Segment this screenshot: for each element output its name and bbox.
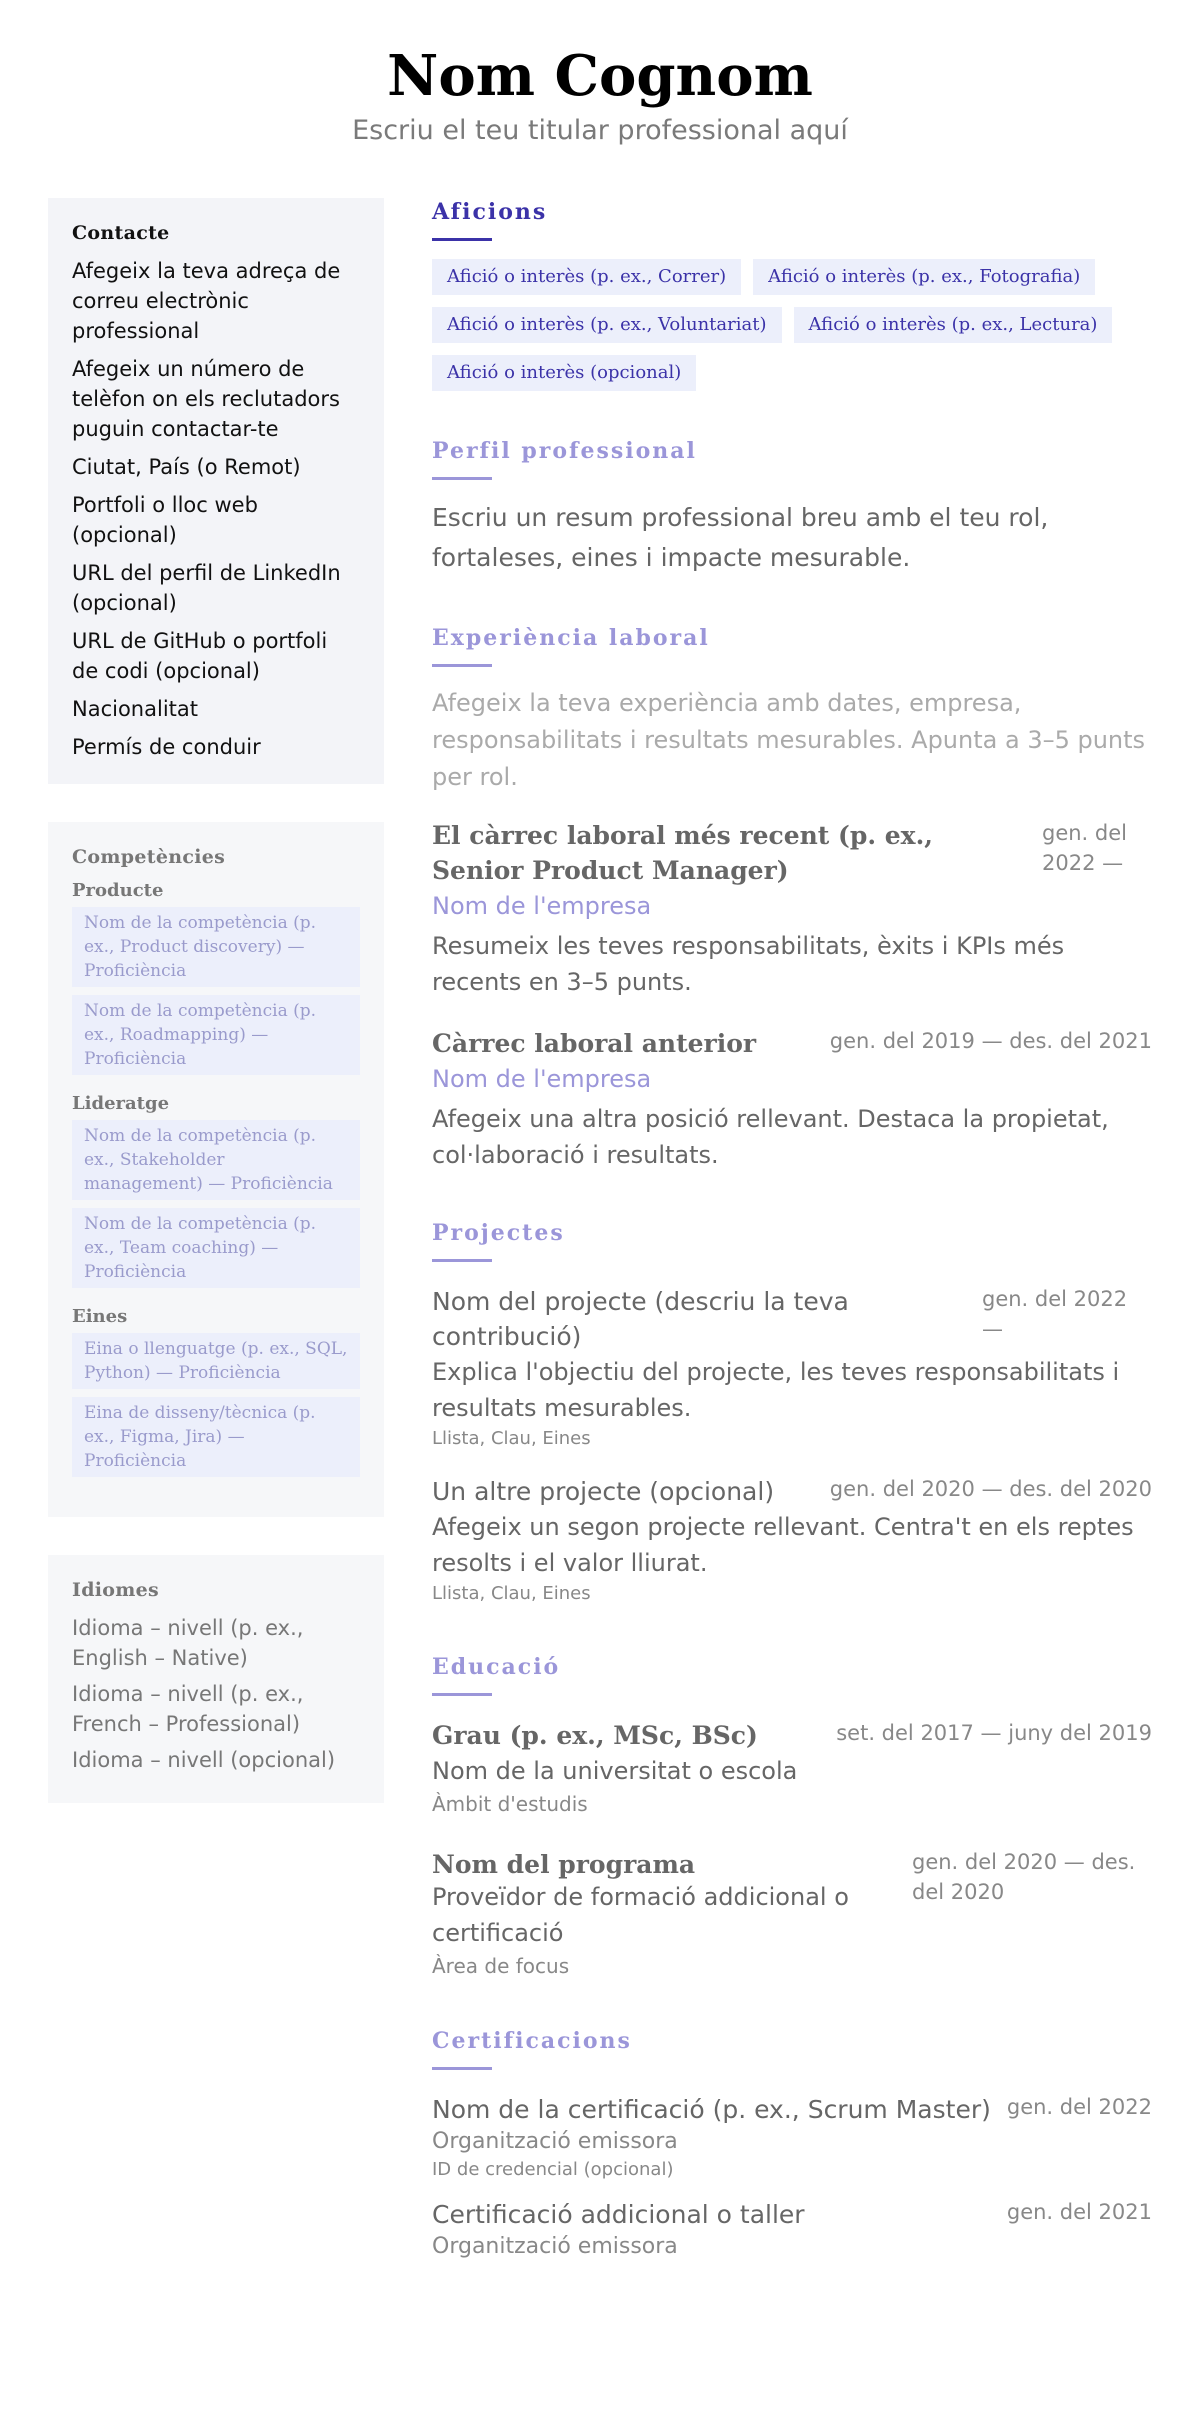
language-item: Idioma – nivell (opcional) [72, 1748, 336, 1772]
project-date: gen. del 2022 — [982, 1287, 1128, 1341]
certification-name: Certificació addicional o taller [432, 2200, 805, 2229]
education-title: Educació [432, 1654, 561, 1680]
experience-entry [432, 818, 1152, 1000]
skill-chip: Nom de la competència (p. ex., Team coaching) — Proficiència [72, 1208, 360, 1288]
skill-chip: Eina o llenguatge (p. ex., SQL, Python) — Proficiència [72, 1333, 360, 1389]
resume-header [0, 40, 1200, 150]
project-name: Nom del projecte (descriu la teva contribució) [432, 1287, 849, 1351]
section-divider [432, 1259, 492, 1262]
hobby-chip: Afició o interès (p. ex., Correr) [432, 259, 741, 295]
skill-group-title: Eines [72, 1306, 128, 1327]
section-divider [432, 2067, 492, 2070]
certification-date: gen. del 2021 [1006, 2200, 1152, 2224]
section-divider [432, 477, 492, 480]
project-entry [432, 1284, 1152, 1452]
projects-title: Projectes [432, 1220, 565, 1246]
education-date: set. del 2017 — juny del 2019 [836, 1721, 1152, 1745]
education-date: gen. del 2020 — des. del 2020 [912, 1850, 1136, 1904]
issuing-organization: Organització emissora [432, 2129, 678, 2154]
project-tags: Llista, Clau, Eines [432, 1583, 591, 1604]
contact-driving-license: Permís de conduir [72, 735, 261, 759]
contact-card [48, 198, 384, 784]
field-of-study: Àmbit d'estudis [432, 1792, 588, 1816]
language-item: Idioma – nivell (p. ex., French – Professional) [72, 1682, 304, 1736]
skill-chip: Eina de disseny/tècnica (p. ex., Figma, Jira) — Proficiència [72, 1397, 360, 1477]
certification-date: gen. del 2022 [1006, 2095, 1152, 2119]
skill-chip: Nom de la competència (p. ex., Stakeholder management) — Proficiència [72, 1120, 360, 1200]
job-date: gen. del 2022 — [1042, 821, 1127, 875]
hobby-chip: Afició o interès (p. ex., Lectura) [794, 307, 1113, 343]
contact-phone: Afegeix un número de telèfon on els reclutadors puguin contactar-te [72, 357, 340, 441]
contact-nationality: Nacionalitat [72, 697, 198, 721]
skill-chip: Nom de la competència (p. ex., Product discovery) — Proficiència [72, 907, 360, 987]
left-column [48, 198, 384, 1841]
company-name: Nom de l'empresa [432, 1065, 652, 1093]
profile-summary: Escriu un resum professional breu amb el teu rol, fortaleses, eines i impacte mesurable. [432, 503, 1049, 572]
projects-section [432, 1217, 1152, 1607]
right-column [432, 196, 1152, 2306]
skill-chip: Nom de la competència (p. ex., Roadmapping) — Proficiència [72, 995, 360, 1075]
job-date: gen. del 2019 — des. del 2021 [829, 1029, 1152, 1053]
experience-intro: Afegeix la teva experiència amb dates, empresa, responsabilitats i resultats mesurables. Apunta a 3–5 punts per rol. [432, 689, 1146, 791]
contact-location: Ciutat, País (o Remot) [72, 455, 301, 479]
job-description: Afegeix una altra posició rellevant. Destaca la propietat, col·laboració i resultats. [432, 1105, 1109, 1169]
hobbies-title: Aficions [432, 199, 548, 225]
hobby-chip: Afició o interès (opcional) [432, 355, 696, 391]
skills-card [48, 822, 384, 1517]
school-name: Nom de la universitat o escola [432, 1757, 798, 1785]
language-item: Idioma – nivell (p. ex., English – Native) [72, 1616, 304, 1670]
section-divider [432, 238, 492, 241]
skills-title: Competències [72, 846, 226, 868]
experience-title: Experiència laboral [432, 625, 710, 651]
project-entry [432, 1474, 1152, 1607]
project-date: gen. del 2020 — des. del 2020 [829, 1477, 1152, 1501]
contact-title: Contacte [72, 222, 170, 244]
hobby-chip: Afició o interès (p. ex., Voluntariat) [432, 307, 782, 343]
provider-name: Proveïdor de formació addicional o certificació [432, 1883, 849, 1947]
skill-group-title: Lideratge [72, 1093, 170, 1114]
experience-entry [432, 1026, 1152, 1173]
focus-area: Àrea de focus [432, 1954, 570, 1978]
degree-name: Grau (p. ex., MSc, BSc) [432, 1721, 758, 1750]
issuing-organization: Organització emissora [432, 2234, 678, 2259]
hobbies-section [432, 196, 1152, 391]
education-entry [432, 1847, 1152, 1981]
candidate-headline: Escriu el teu titular professional aquí [352, 115, 848, 146]
certifications-title: Certificacions [432, 2028, 632, 2054]
section-divider [432, 1693, 492, 1696]
certification-entry [432, 2092, 1152, 2183]
profile-section [432, 435, 1152, 578]
hobby-chips [432, 259, 1152, 391]
project-description: Afegeix un segon projecte rellevant. Centra't en els reptes resolts i el valor lliurat. [432, 1513, 1134, 1577]
skill-group-title: Producte [72, 880, 164, 901]
languages-card [48, 1555, 384, 1803]
contact-github: URL de GitHub o portfoli de codi (opcional) [72, 629, 328, 683]
project-description: Explica l'objectiu del projecte, les teves responsabilitats i resultats mesurables. [432, 1358, 1120, 1422]
project-name: Un altre projecte (opcional) [432, 1477, 775, 1506]
credential-id: ID de credencial (opcional) [432, 2159, 674, 2180]
education-entry [432, 1718, 1152, 1819]
project-tags: Llista, Clau, Eines [432, 1428, 591, 1449]
contact-email: Afegeix la teva adreça de correu electrònic professional [72, 259, 341, 343]
hobby-chip: Afició o interès (p. ex., Fotografia) [753, 259, 1095, 295]
job-title: El càrrec laboral més recent (p. ex., Senior Product Manager) [432, 821, 933, 885]
certification-entry [432, 2197, 1152, 2262]
job-title: Càrrec laboral anterior [432, 1029, 757, 1058]
company-name: Nom de l'empresa [432, 892, 652, 920]
languages-title: Idiomes [72, 1579, 160, 1601]
education-section [432, 1651, 1152, 1981]
experience-section [432, 622, 1152, 1173]
program-name: Nom del programa [432, 1850, 696, 1879]
contact-linkedin: URL del perfil de LinkedIn (opcional) [72, 561, 341, 615]
candidate-name: Nom Cognom [387, 43, 813, 109]
contact-portfolio: Portfoli o lloc web (opcional) [72, 493, 258, 547]
job-description: Resumeix les teves responsabilitats, èxits i KPIs més recents en 3–5 punts. [432, 932, 1065, 996]
certifications-section [432, 2025, 1152, 2262]
profile-title: Perfil professional [432, 438, 697, 464]
certification-name: Nom de la certificació (p. ex., Scrum Master) [432, 2095, 991, 2124]
section-divider [432, 664, 492, 667]
